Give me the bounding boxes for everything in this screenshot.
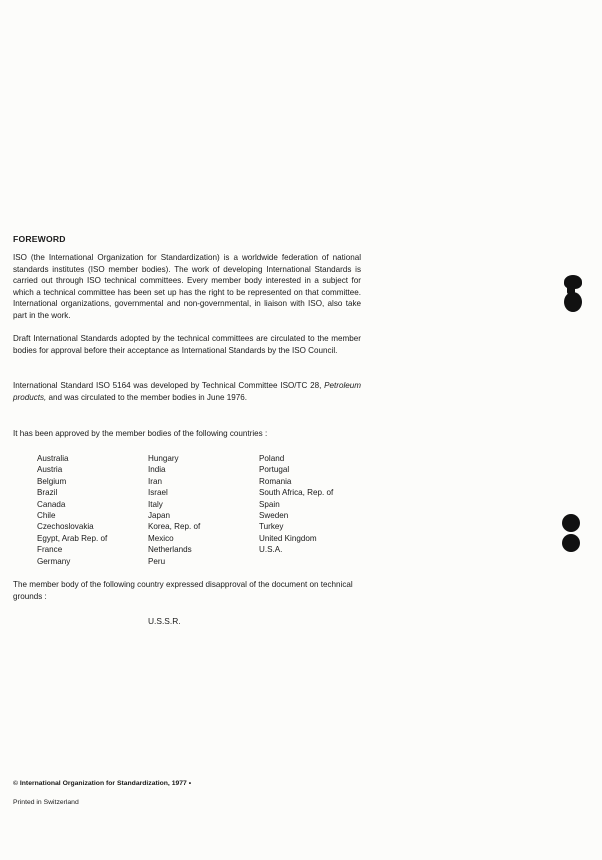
country-name: Chile [37,510,56,520]
country-name: Israel [148,488,168,498]
country-name: Iran [148,476,162,486]
foreword-paragraph-1: ISO (the International Organization for Standardization) is a worldwide federation of national standards institutes (ISO member bodies). The work of developing International Standards is carried out through ISO technical committees. Every member body interested in a subject for which a technical committee has been set up has the right to be represented on that committee. International organizations, governmental and non-governmental, in liaison with ISO, also take part in the work. [13,253,361,320]
country-name: Netherlands [148,545,192,555]
country-name: United Kingdom [259,533,317,543]
country-name: Hungary [148,454,179,463]
country-column-3 [259,453,333,556]
punch-hole-mark [562,534,580,552]
country-name: Germany [37,556,71,566]
country-name: Turkey [259,522,284,532]
punch-hole-mark [562,514,580,532]
country-name: Japan [148,510,171,520]
approval-statement: It has been approved by the member bodies of the following countries : [13,429,268,438]
country-name: Egypt, Arab Rep. of [37,533,108,543]
paragraph-3-text-a: International Standard ISO 5164 was developed by Technical Committee ISO/TC 28, [13,381,325,390]
country-name: France [37,545,63,555]
country-name: Belgium [37,476,67,486]
country-name: India [148,465,166,475]
copyright-notice: © International Organization for Standardization, 1977 • [13,780,192,787]
disapproving-country: U.S.S.R. [148,616,181,626]
committee-title: Petroleum products, [13,381,361,402]
foreword-paragraph-2: Draft International Standards adopted by the technical committees are circulated to the member bodies for approval before their acceptance as International Standards by the ISO Council. [13,334,361,355]
foreword-paragraph-3 [13,380,361,403]
country-name: Canada [37,499,66,509]
punch-hole-mark [564,292,582,312]
country-name: U.S.A. [259,545,283,555]
country-name: Italy [148,499,163,509]
country-name: Australia [37,454,69,463]
country-name: Peru [148,556,166,566]
country-column-2 [148,453,200,567]
country-name: Brazil [37,488,58,498]
country-name: Romania [259,476,292,486]
country-name: Mexico [148,533,174,543]
country-name: Czechoslovakia [37,522,94,532]
country-name: South Africa, Rep. of [259,488,334,498]
country-name: Austria [37,465,63,475]
country-name: Korea, Rep. of [148,522,201,532]
paragraph-3-text-b: and was circulated to the member bodies in June 1976. [46,392,247,402]
printed-in-notice: Printed in Switzerland [13,799,79,806]
country-name: Spain [259,499,280,509]
disapproval-statement: The member body of the following country expressed disapproval of the document on technical grounds : [13,580,353,601]
country-name: Poland [259,454,285,463]
country-name: Sweden [259,510,289,520]
foreword-heading: FOREWORD [13,234,66,244]
country-name: Portugal [259,465,290,475]
country-column-1 [37,453,107,567]
